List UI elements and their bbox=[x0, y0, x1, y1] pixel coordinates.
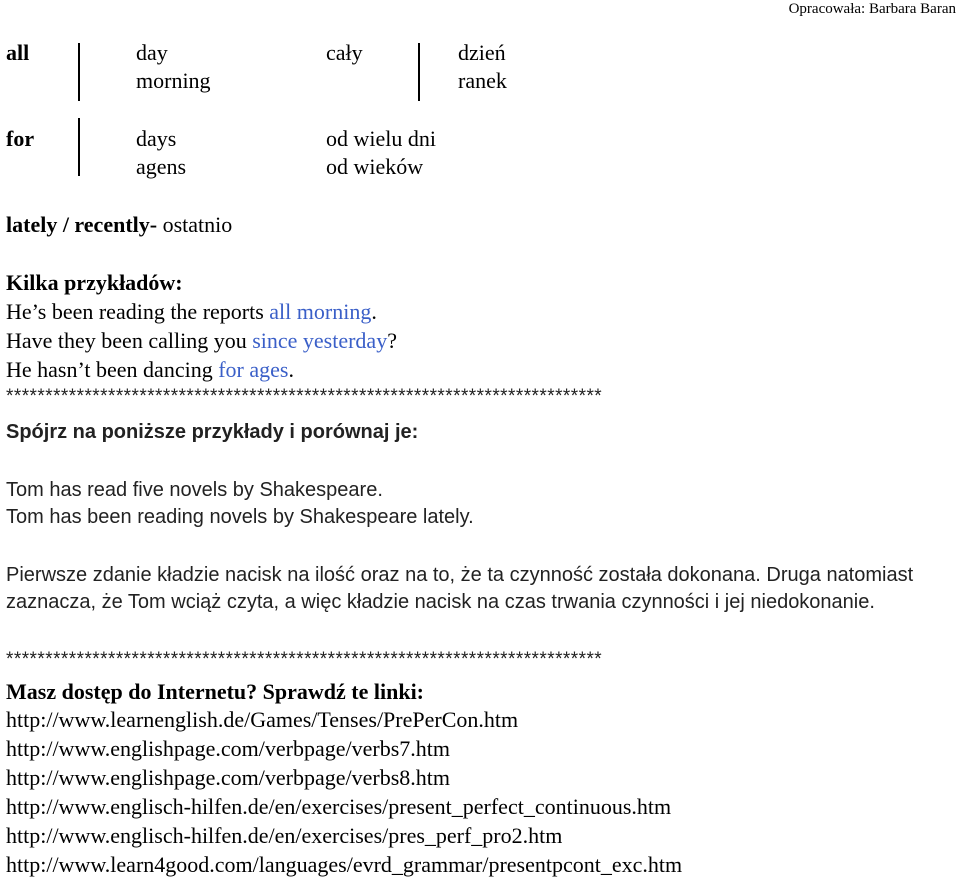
asterisk-separator: **************************************************************************** bbox=[6, 386, 603, 407]
vocab-polish: dzień bbox=[458, 40, 506, 65]
vocab-polish: ranek bbox=[458, 68, 507, 93]
vocab-polish: od wielu dni bbox=[326, 126, 436, 151]
time-expression: for ages bbox=[218, 357, 289, 382]
vocab-key: for bbox=[6, 126, 35, 151]
vocab-english: day bbox=[136, 40, 168, 65]
lately-translation: ostatnio bbox=[157, 212, 233, 237]
vocab-english: days bbox=[136, 126, 177, 151]
vocab-key: all bbox=[6, 40, 30, 65]
example-text: Have they been calling you bbox=[6, 328, 253, 353]
time-expression: since yesterday bbox=[252, 328, 388, 353]
example-text: He’s been reading the reports bbox=[6, 299, 270, 324]
links-heading: Masz dostęp do Internetu? Sprawdź te linki: bbox=[6, 679, 425, 704]
vocab-polish-key: cały bbox=[326, 40, 363, 65]
vocab-english: morning bbox=[136, 68, 211, 93]
divider-line bbox=[78, 43, 80, 101]
resource-link[interactable]: http://www.englisch-hilfen.de/en/exercises/pres_perf_pro2.htm bbox=[6, 823, 563, 848]
compare-sentence: Tom has been reading novels by Shakespeare lately. bbox=[6, 506, 474, 528]
divider-line bbox=[418, 43, 420, 101]
examples-heading: Kilka przykładów: bbox=[6, 270, 183, 295]
resource-link[interactable]: http://www.englishpage.com/verbpage/verbs7.htm bbox=[6, 736, 450, 761]
punctuation: . bbox=[371, 299, 377, 324]
asterisk-separator: **************************************************************************** bbox=[6, 649, 603, 670]
time-expression: all morning bbox=[269, 299, 372, 324]
resource-link[interactable]: http://www.englisch-hilfen.de/en/exercises/present_perfect_continuous.htm bbox=[6, 794, 672, 819]
vocab-polish: od wieków bbox=[326, 154, 424, 179]
lately-term: lately / recently- bbox=[6, 212, 158, 237]
resource-link[interactable]: http://www.learn4good.com/languages/evrd_grammar/presentpcont_exc.htm bbox=[6, 852, 683, 877]
example-text: He hasn’t been dancing bbox=[6, 357, 219, 382]
example-sentence bbox=[6, 299, 377, 325]
explanation-paragraph: Pierwsze zdanie kładzie nacisk na ilość oraz na to, że ta czynność została dokonana. Druga natomiast zaznacza, że Tom wciąż czyta, a więc kładzie nacisk na czas trwania czynności i jej niedokonanie. bbox=[6, 564, 914, 613]
compare-sentence: Tom has read five novels by Shakespeare. bbox=[6, 479, 383, 501]
punctuation: ? bbox=[387, 328, 397, 353]
lately-definition bbox=[6, 212, 232, 238]
resource-link[interactable]: http://www.englishpage.com/verbpage/verbs8.htm bbox=[6, 765, 450, 790]
vocab-english: agens bbox=[136, 154, 187, 179]
example-sentence bbox=[6, 357, 294, 383]
punctuation: . bbox=[288, 357, 294, 382]
divider-line bbox=[78, 118, 80, 176]
compare-heading: Spójrz na poniższe przykłady i porównaj je: bbox=[6, 421, 419, 443]
author-credit: Opracowała: Barbara Baran bbox=[788, 1, 956, 17]
example-sentence bbox=[6, 328, 397, 354]
resource-link[interactable]: http://www.learnenglish.de/Games/Tenses/PrePerCon.htm bbox=[6, 707, 519, 732]
